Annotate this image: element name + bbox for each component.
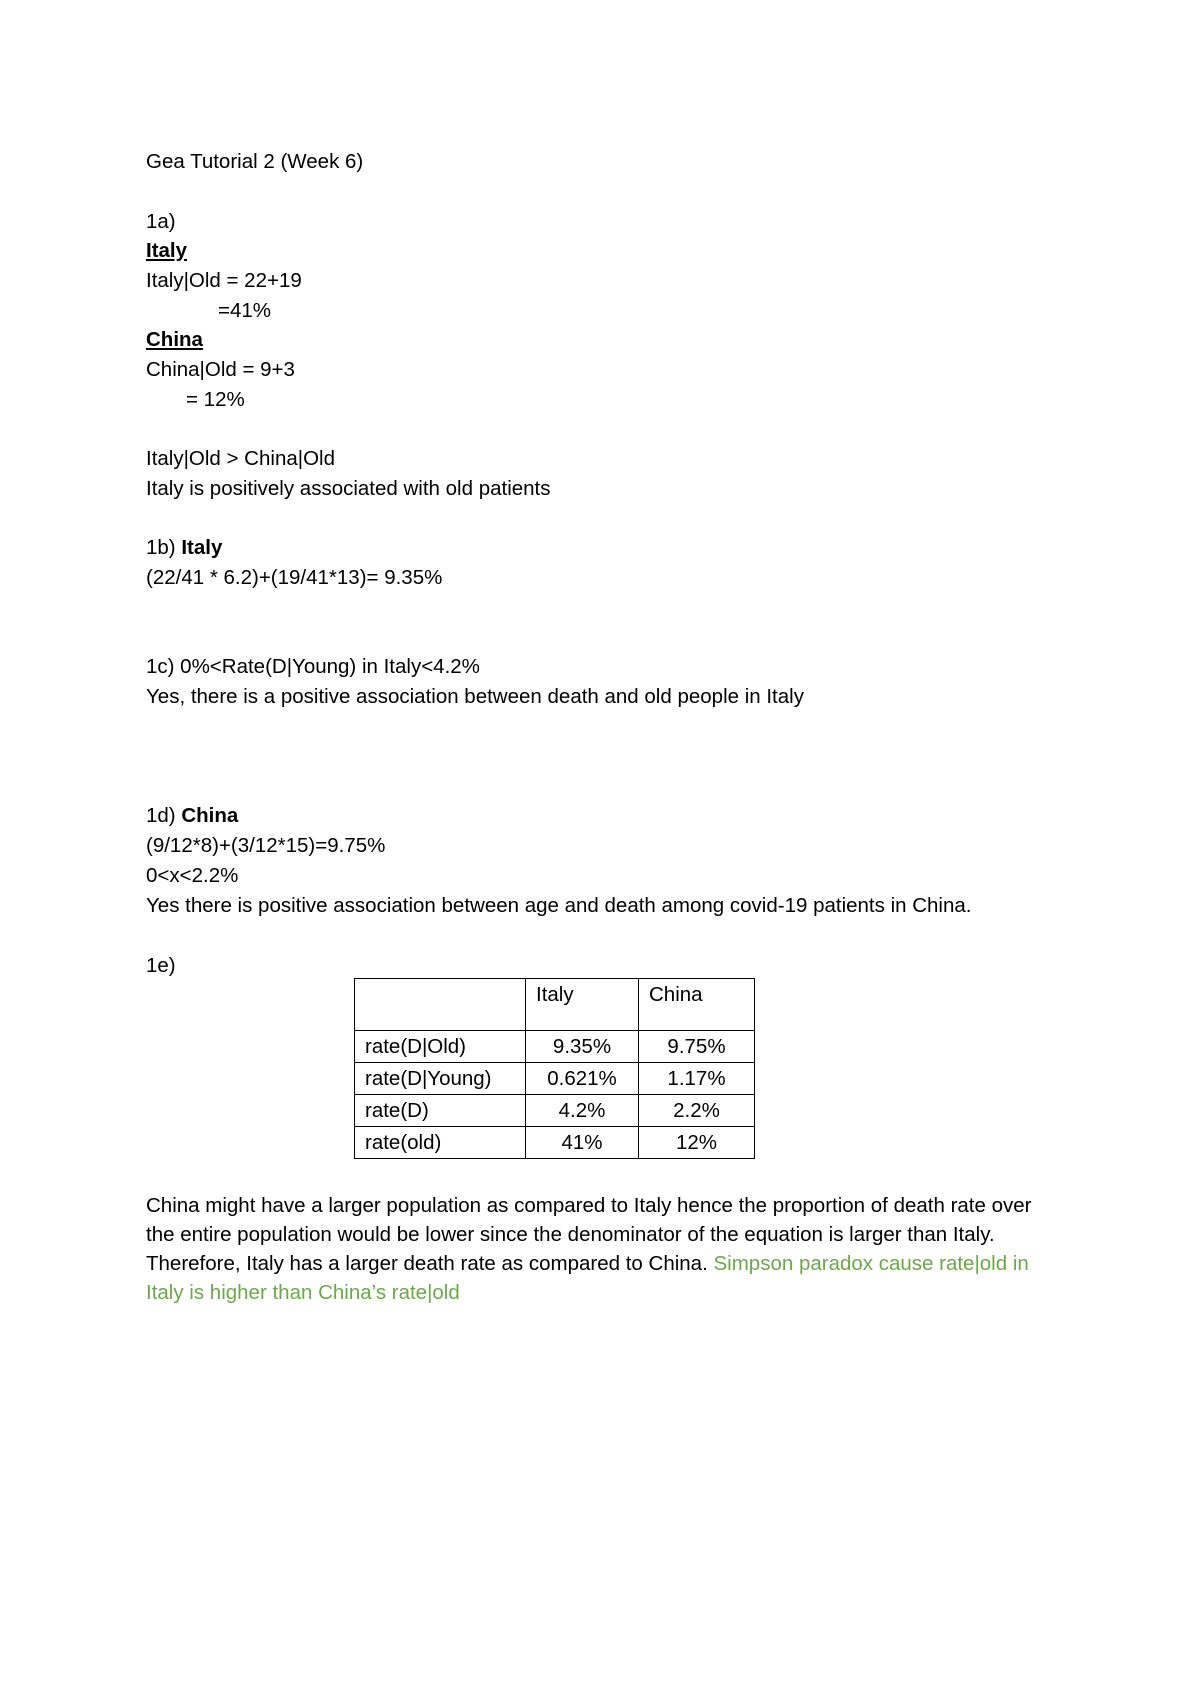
q1e-explanation [146,1191,1046,1307]
q1a-italy-line1: Italy|Old = 22+19 [146,269,302,292]
q1a-china-line1: China|Old = 9+3 [146,358,295,381]
q1d-conclusion: Yes there is positive association between age and death among covid-19 patients in China. [146,894,972,917]
q1c-line2: Yes, there is a positive association between death and old people in Italy [146,685,804,708]
q1b-formula: (22/41 * 6.2)+(19/41*13)= 9.35% [146,566,443,589]
q1a-label: 1a) [146,210,176,233]
table-header-cell: Italy [526,979,639,1031]
table-cell: 2.2% [639,1095,755,1127]
q1b-label: 1b) [146,536,176,559]
table-row [355,1127,755,1159]
table-cell: 0.621% [526,1063,639,1095]
q1a-compare: Italy|Old > China|Old [146,447,335,470]
table-cell: 41% [526,1127,639,1159]
table-cell: 12% [639,1127,755,1159]
q1a-italy-heading: Italy [146,239,188,262]
q1d-heading: China [181,804,239,827]
table-cell: rate(D) [355,1095,526,1127]
q1a-china-heading: China [146,328,203,351]
q1a-conclusion: Italy is positively associated with old patients [146,477,551,500]
q1e-green-note: Simpson paradox cause rate|old in Italy is higher than China’s rate|old [146,1252,1029,1304]
q1d-formula: (9/12*8)+(3/12*15)=9.75% [146,834,386,857]
document-title: Gea Tutorial 2 (Week 6) [146,150,364,173]
table-cell: rate(old) [355,1127,526,1159]
table-cell: 1.17% [639,1063,755,1095]
q1a-china-line2: = 12% [186,388,245,411]
table-row [355,1063,755,1095]
q1b-heading-line [146,535,222,561]
rates-table [354,978,755,1159]
table-header-cell [355,979,526,1031]
q1b-heading: Italy [181,536,223,559]
q1d-heading-line [146,803,238,829]
q1e-label: 1e) [146,954,176,977]
q1d-range: 0<x<2.2% [146,864,239,887]
table-row [355,1031,755,1063]
table-header-row [355,979,755,1031]
table-cell: 9.75% [639,1031,755,1063]
table-cell: 4.2% [526,1095,639,1127]
table-row [355,1095,755,1127]
q1d-label: 1d) [146,804,176,827]
table-cell: rate(D|Young) [355,1063,526,1095]
table-cell: 9.35% [526,1031,639,1063]
q1a-italy-line2: =41% [218,299,272,322]
q1e-paragraph: China might have a larger population as compared to Italy hence the proportion of death rate over the entire population would be lower since the denominator of the equation is larger than Italy. Therefore, Italy has a larger death rate as compared to China. [146,1194,1032,1275]
q1c-line1: 1c) 0%<Rate(D|Young) in Italy<4.2% [146,655,480,678]
table-cell: rate(D|Old) [355,1031,526,1063]
table-header-cell: China [639,979,755,1031]
